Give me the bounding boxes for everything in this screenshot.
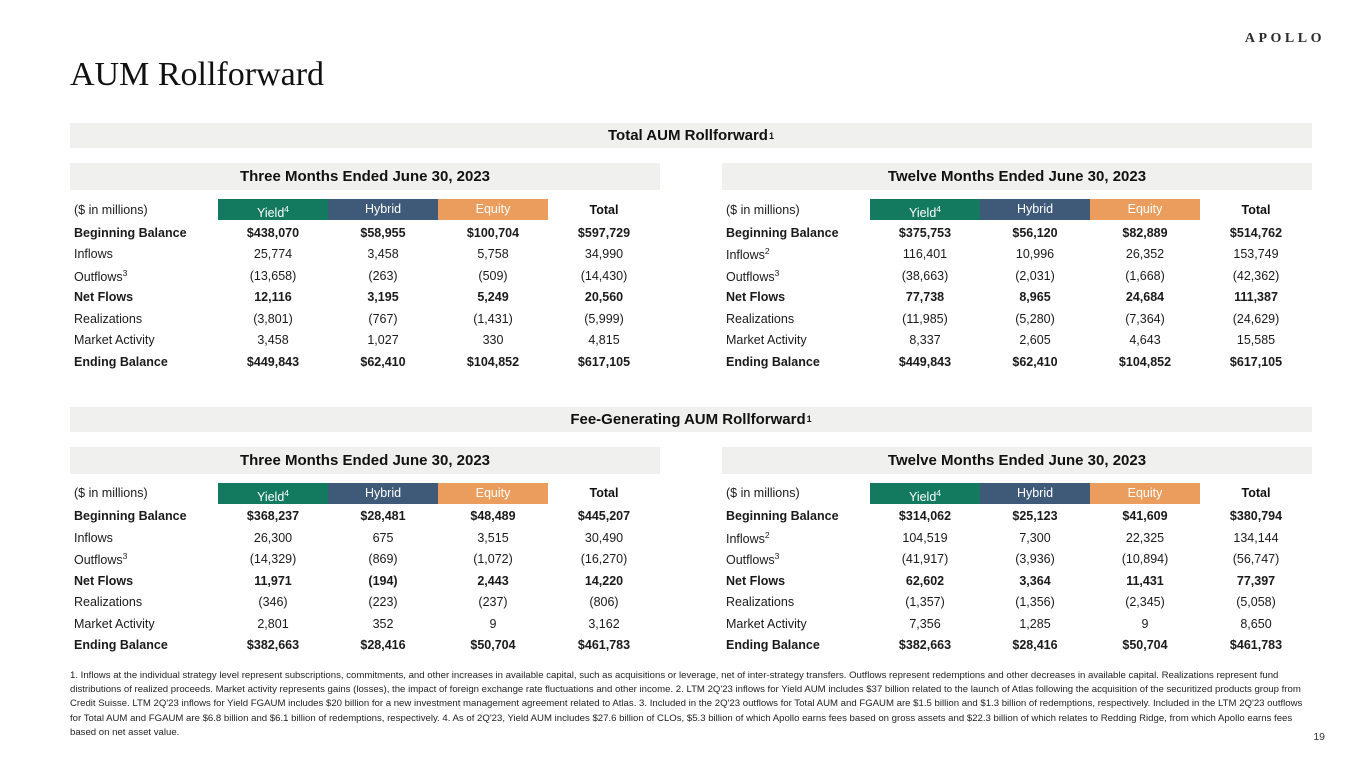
value-cell: $380,794: [1229, 509, 1283, 524]
value-cell: 5,758: [477, 247, 509, 262]
row-label: Realizations: [74, 595, 143, 610]
value-cell: (14,329): [249, 552, 297, 567]
table-row: [722, 635, 1312, 657]
value-cell: (24,629): [1232, 311, 1280, 326]
value-cell: $314,062: [898, 509, 952, 524]
aum-rollforward-table: [722, 483, 1312, 657]
value-cell: $382,663: [246, 638, 300, 653]
fee-generating-aum-tables: [70, 447, 1312, 657]
period-header: Twelve Months Ended June 30, 2023: [722, 163, 1312, 190]
value-cell: (2,031): [1015, 268, 1055, 283]
value-cell: (1,072): [473, 552, 513, 567]
unit-label: ($ in millions): [74, 486, 148, 500]
row-label: Net Flows: [726, 573, 786, 588]
column-header-yield: Yield$^4$: [218, 199, 328, 220]
row-label: Realizations: [74, 311, 143, 326]
value-cell: 12,116: [254, 290, 292, 305]
apollo-logo: APOLLO: [1244, 31, 1325, 46]
column-header-row: [70, 199, 660, 220]
value-cell: 10,996: [1015, 247, 1055, 262]
value-cell: (1,356): [1015, 595, 1055, 610]
column-header-total: Total: [1241, 202, 1271, 217]
value-cell: $28,416: [360, 638, 406, 653]
column-footnote-ref: 4: [284, 487, 290, 498]
row-label: Outflows$^3$: [74, 551, 128, 568]
value-cell: 7,300: [1019, 530, 1051, 545]
value-cell: 11,971: [254, 573, 292, 588]
period-header: Three Months Ended June 30, 2023: [70, 163, 660, 190]
period-header: Three Months Ended June 30, 2023: [70, 447, 660, 474]
value-cell: 8,965: [1019, 290, 1051, 305]
value-cell: 14,220: [584, 573, 624, 588]
value-cell: $617,105: [577, 354, 631, 369]
row-label: Ending Balance: [726, 354, 820, 369]
value-cell: 77,397: [1236, 573, 1276, 588]
value-cell: (13,658): [249, 268, 297, 283]
table-row: [722, 308, 1312, 330]
table-row: [722, 592, 1312, 614]
table-row: [70, 635, 660, 657]
row-label: Net Flows: [74, 290, 134, 305]
value-cell: 3,364: [1019, 573, 1051, 588]
value-cell: $56,120: [1012, 225, 1058, 240]
page-title: AUM Rollforward: [70, 56, 325, 93]
value-cell: 25,774: [253, 247, 293, 262]
value-cell: $62,410: [360, 354, 406, 369]
section-title-footnote-ref: 1: [768, 130, 774, 141]
value-cell: 26,300: [253, 530, 293, 545]
value-cell: 9: [1141, 616, 1149, 631]
value-cell: 20,560: [584, 290, 624, 305]
row-label: Beginning Balance: [726, 225, 839, 240]
row-footnote-ref: 2: [764, 529, 770, 540]
value-cell: 7,356: [909, 616, 941, 631]
value-cell: $25,123: [1012, 509, 1058, 524]
column-header-total: Total: [589, 486, 619, 500]
value-cell: $438,070: [246, 225, 300, 240]
section-title-footnote-ref: 1: [806, 414, 812, 424]
table-row: [70, 527, 660, 549]
section-title: Fee-Generating AUM Rollforward: [570, 410, 806, 428]
value-cell: (11,985): [902, 311, 948, 326]
value-cell: (1,431): [473, 311, 513, 326]
table-row: [722, 287, 1312, 309]
value-cell: $104,852: [1118, 354, 1172, 369]
row-label: Net Flows: [74, 573, 134, 588]
value-cell: (767): [368, 311, 398, 326]
value-cell: $28,416: [1012, 638, 1058, 653]
row-label: Ending Balance: [74, 354, 168, 369]
period-header: Twelve Months Ended June 30, 2023: [722, 447, 1312, 474]
table-row: [722, 351, 1312, 373]
value-cell: $382,663: [898, 638, 952, 653]
column-footnote-ref: 4: [936, 204, 942, 214]
value-cell: $514,762: [1229, 225, 1283, 240]
value-cell: 15,585: [1236, 333, 1276, 348]
value-cell: 104,519: [902, 530, 948, 545]
aum-rollforward-table: [70, 199, 660, 373]
value-cell: (5,999): [584, 311, 624, 326]
value-cell: (806): [589, 595, 619, 610]
column-header-total: Total: [1241, 486, 1271, 500]
value-cell: 34,990: [584, 247, 624, 262]
value-cell: $48,489: [470, 509, 516, 524]
table-row: [70, 613, 660, 635]
table-total-aum-three-months: [70, 163, 660, 373]
table-row: [722, 330, 1312, 352]
row-label: Inflows: [74, 247, 113, 262]
value-cell: 1,285: [1019, 616, 1051, 631]
row-label: Beginning Balance: [726, 509, 839, 524]
value-cell: (38,663): [901, 268, 949, 283]
table-row: [70, 570, 660, 592]
row-label: Ending Balance: [74, 638, 168, 653]
column-footnote-ref: 4: [936, 487, 942, 498]
value-cell: (5,280): [1015, 311, 1055, 326]
value-cell: (263): [368, 268, 398, 283]
table-row: [722, 244, 1312, 266]
value-cell: $461,783: [577, 638, 631, 653]
value-cell: 3,515: [477, 530, 509, 545]
row-label: Market Activity: [74, 333, 155, 348]
value-cell: (42,362): [1232, 268, 1280, 283]
value-cell: (41,917): [901, 552, 949, 567]
row-label: Market Activity: [74, 616, 155, 631]
value-cell: $41,609: [1122, 509, 1168, 524]
table-row: [722, 222, 1312, 244]
column-header-row: [722, 483, 1312, 504]
row-label: Market Activity: [726, 616, 807, 631]
value-cell: (3,801): [253, 311, 293, 326]
slide-content: [70, 123, 1312, 656]
aum-rollforward-table: [722, 199, 1312, 373]
column-header-row: [70, 483, 660, 504]
table-row: [722, 265, 1312, 287]
column-header-hybrid: Hybrid: [980, 199, 1090, 220]
value-cell: 26,352: [1125, 247, 1165, 262]
value-cell: (509): [478, 268, 508, 283]
value-cell: (869): [368, 552, 398, 567]
value-cell: 2,605: [1019, 333, 1051, 348]
row-label: Ending Balance: [726, 638, 820, 653]
unit-label: ($ in millions): [74, 202, 148, 217]
value-cell: 352: [372, 616, 394, 631]
value-cell: $58,955: [360, 225, 406, 240]
table-row: [722, 527, 1312, 549]
row-label: Net Flows: [726, 290, 786, 305]
table-total-aum-twelve-months: [722, 163, 1312, 373]
value-cell: 116,401: [902, 247, 948, 262]
value-cell: $445,207: [577, 509, 631, 524]
value-cell: (16,270): [580, 552, 628, 567]
value-cell: $375,753: [898, 225, 952, 240]
value-cell: 1,027: [367, 333, 399, 348]
value-cell: 3,162: [588, 616, 620, 631]
footnotes: 1. Inflows at the individual strategy level represent subscriptions, commitments, and other increases in available capital, such as acquisitions or leverage, net of inter-strategy transfers. Outflows represent redemptions and other decreases in available capital. Realizations represent fund distributions of realized proceeds. Market activity represents gains (losses), the impact of foreign exchange rate fluctuations and other income. 2. LTM 2Q'23 inflows for Yield AUM includes $37 billion related to the launch of Atlas following the acquisition of the securitized products group from Credit Suisse. LTM 2Q'23 inflows for Yield FGAUM includes $20 billion for a new investment management agreement related to Atlas. 3. Included in the 2Q'23 outflows for Total AUM and FGAUM are $1.5 billion and $1.3 billion of redemptions, respectively. Included in the LTM 2Q'23 outflows for Total AUM and FGAUM are $6.8 billion and $6.1 billion of redemptions, respectively. 4. As of 2Q'23, Yield AUM includes $27.6 billion of CLOs, $5.3 billion of which Apollo earns fees based on gross assets and $22.3 billion of which relates to Redding Ridge, from which Apollo earns fees based on net asset value.: [70, 670, 1303, 738]
row-label: Outflows$^3$: [74, 267, 128, 284]
table-row: [722, 613, 1312, 635]
value-cell: 62,602: [905, 573, 945, 588]
column-header-hybrid: Hybrid: [980, 483, 1090, 504]
row-label: Beginning Balance: [74, 509, 187, 524]
column-footnote-ref: 4: [284, 204, 290, 214]
value-cell: $50,704: [470, 638, 516, 653]
value-cell: (5,058): [1236, 595, 1276, 610]
value-cell: $62,410: [1012, 354, 1058, 369]
row-label: Realizations: [726, 311, 795, 326]
table-row: [70, 287, 660, 309]
column-header-equity: Equity: [438, 483, 548, 504]
row-footnote-ref: 3: [774, 551, 780, 562]
column-header-yield: Yield$^4$: [218, 483, 328, 504]
table-row: [722, 570, 1312, 592]
total-aum-tables: [70, 163, 1312, 373]
table-row: [70, 351, 660, 373]
column-header-equity: Equity: [438, 199, 548, 220]
value-cell: $104,852: [466, 354, 520, 369]
value-cell: (1,357): [905, 595, 945, 610]
column-header-hybrid: Hybrid: [328, 199, 438, 220]
value-cell: 5,249: [477, 290, 509, 305]
value-cell: 22,325: [1125, 530, 1165, 545]
row-footnote-ref: 3: [122, 267, 128, 278]
section-title-bar-fee-generating-aum: [70, 407, 1312, 432]
table-row: [70, 265, 660, 287]
value-cell: 30,490: [584, 530, 624, 545]
row-footnote-ref: 3: [122, 551, 128, 562]
unit-label: ($ in millions): [726, 202, 800, 217]
value-cell: $449,843: [898, 354, 952, 369]
value-cell: $461,783: [1229, 638, 1283, 653]
aum-rollforward-table: [70, 483, 660, 657]
value-cell: (3,936): [1015, 552, 1055, 567]
value-cell: (237): [478, 595, 508, 610]
column-header-total: Total: [589, 202, 619, 217]
value-cell: 2,801: [257, 616, 289, 631]
table-row: [70, 506, 660, 528]
value-cell: 9: [489, 616, 497, 631]
section-title: Total AUM Rollforward: [607, 127, 768, 144]
value-cell: 4,815: [588, 333, 620, 348]
value-cell: 11,431: [1126, 573, 1164, 588]
row-label: Inflows: [74, 530, 113, 545]
value-cell: 2,443: [477, 573, 509, 588]
table-row: [70, 592, 660, 614]
table-row: [722, 506, 1312, 528]
table-row: [70, 308, 660, 330]
column-header-equity: Equity: [1090, 199, 1200, 220]
value-cell: (14,430): [580, 268, 628, 283]
row-label: Market Activity: [726, 333, 807, 348]
table-fgaum-twelve-months: [722, 447, 1312, 657]
column-header-equity: Equity: [1090, 483, 1200, 504]
column-header-row: [722, 199, 1312, 220]
value-cell: (223): [368, 595, 398, 610]
value-cell: 8,337: [909, 333, 941, 348]
row-label: Realizations: [726, 595, 795, 610]
value-cell: 4,643: [1129, 333, 1161, 348]
row-label: Outflows$^3$: [726, 551, 780, 568]
value-cell: (2,345): [1125, 595, 1165, 610]
table-row: [70, 222, 660, 244]
table-fgaum-three-months: [70, 447, 660, 657]
value-cell: $28,481: [360, 509, 406, 524]
value-cell: 8,650: [1240, 616, 1272, 631]
value-cell: $100,704: [466, 225, 520, 240]
value-cell: $617,105: [1229, 354, 1283, 369]
value-cell: (56,747): [1232, 552, 1280, 567]
value-cell: 3,458: [367, 247, 399, 262]
column-header-hybrid: Hybrid: [328, 483, 438, 504]
table-row: [722, 549, 1312, 571]
section-title-bar-total-aum: [70, 123, 1312, 148]
value-cell: (194): [368, 573, 398, 588]
value-cell: 111,387: [1234, 290, 1278, 305]
column-header-yield: Yield$^4$: [870, 483, 980, 504]
value-cell: 675: [372, 530, 394, 545]
page-number: 19: [1313, 731, 1325, 743]
table-row: [70, 330, 660, 352]
row-label: Inflows$^2$: [726, 246, 770, 263]
value-cell: 330: [482, 333, 504, 348]
value-cell: $82,889: [1122, 225, 1168, 240]
column-header-yield: Yield$^4$: [870, 199, 980, 220]
value-cell: 153,749: [1233, 247, 1279, 262]
value-cell: 3,195: [367, 290, 399, 305]
row-footnote-ref: 3: [774, 267, 780, 278]
row-label: Inflows$^2$: [726, 529, 770, 546]
table-row: [70, 244, 660, 266]
unit-label: ($ in millions): [726, 486, 800, 500]
value-cell: (1,668): [1125, 268, 1165, 283]
value-cell: $368,237: [246, 509, 300, 524]
row-label: Outflows$^3$: [726, 267, 780, 284]
value-cell: 3,458: [257, 333, 289, 348]
row-footnote-ref: 2: [764, 246, 770, 257]
row-label: Beginning Balance: [74, 225, 187, 240]
value-cell: (346): [258, 595, 288, 610]
value-cell: $449,843: [246, 354, 300, 369]
value-cell: $597,729: [577, 225, 631, 240]
value-cell: $50,704: [1122, 638, 1168, 653]
table-row: [70, 549, 660, 571]
value-cell: 77,738: [905, 290, 945, 305]
value-cell: 134,144: [1233, 530, 1279, 545]
value-cell: (10,894): [1121, 552, 1169, 567]
value-cell: 24,684: [1125, 290, 1165, 305]
value-cell: (7,364): [1125, 311, 1165, 326]
